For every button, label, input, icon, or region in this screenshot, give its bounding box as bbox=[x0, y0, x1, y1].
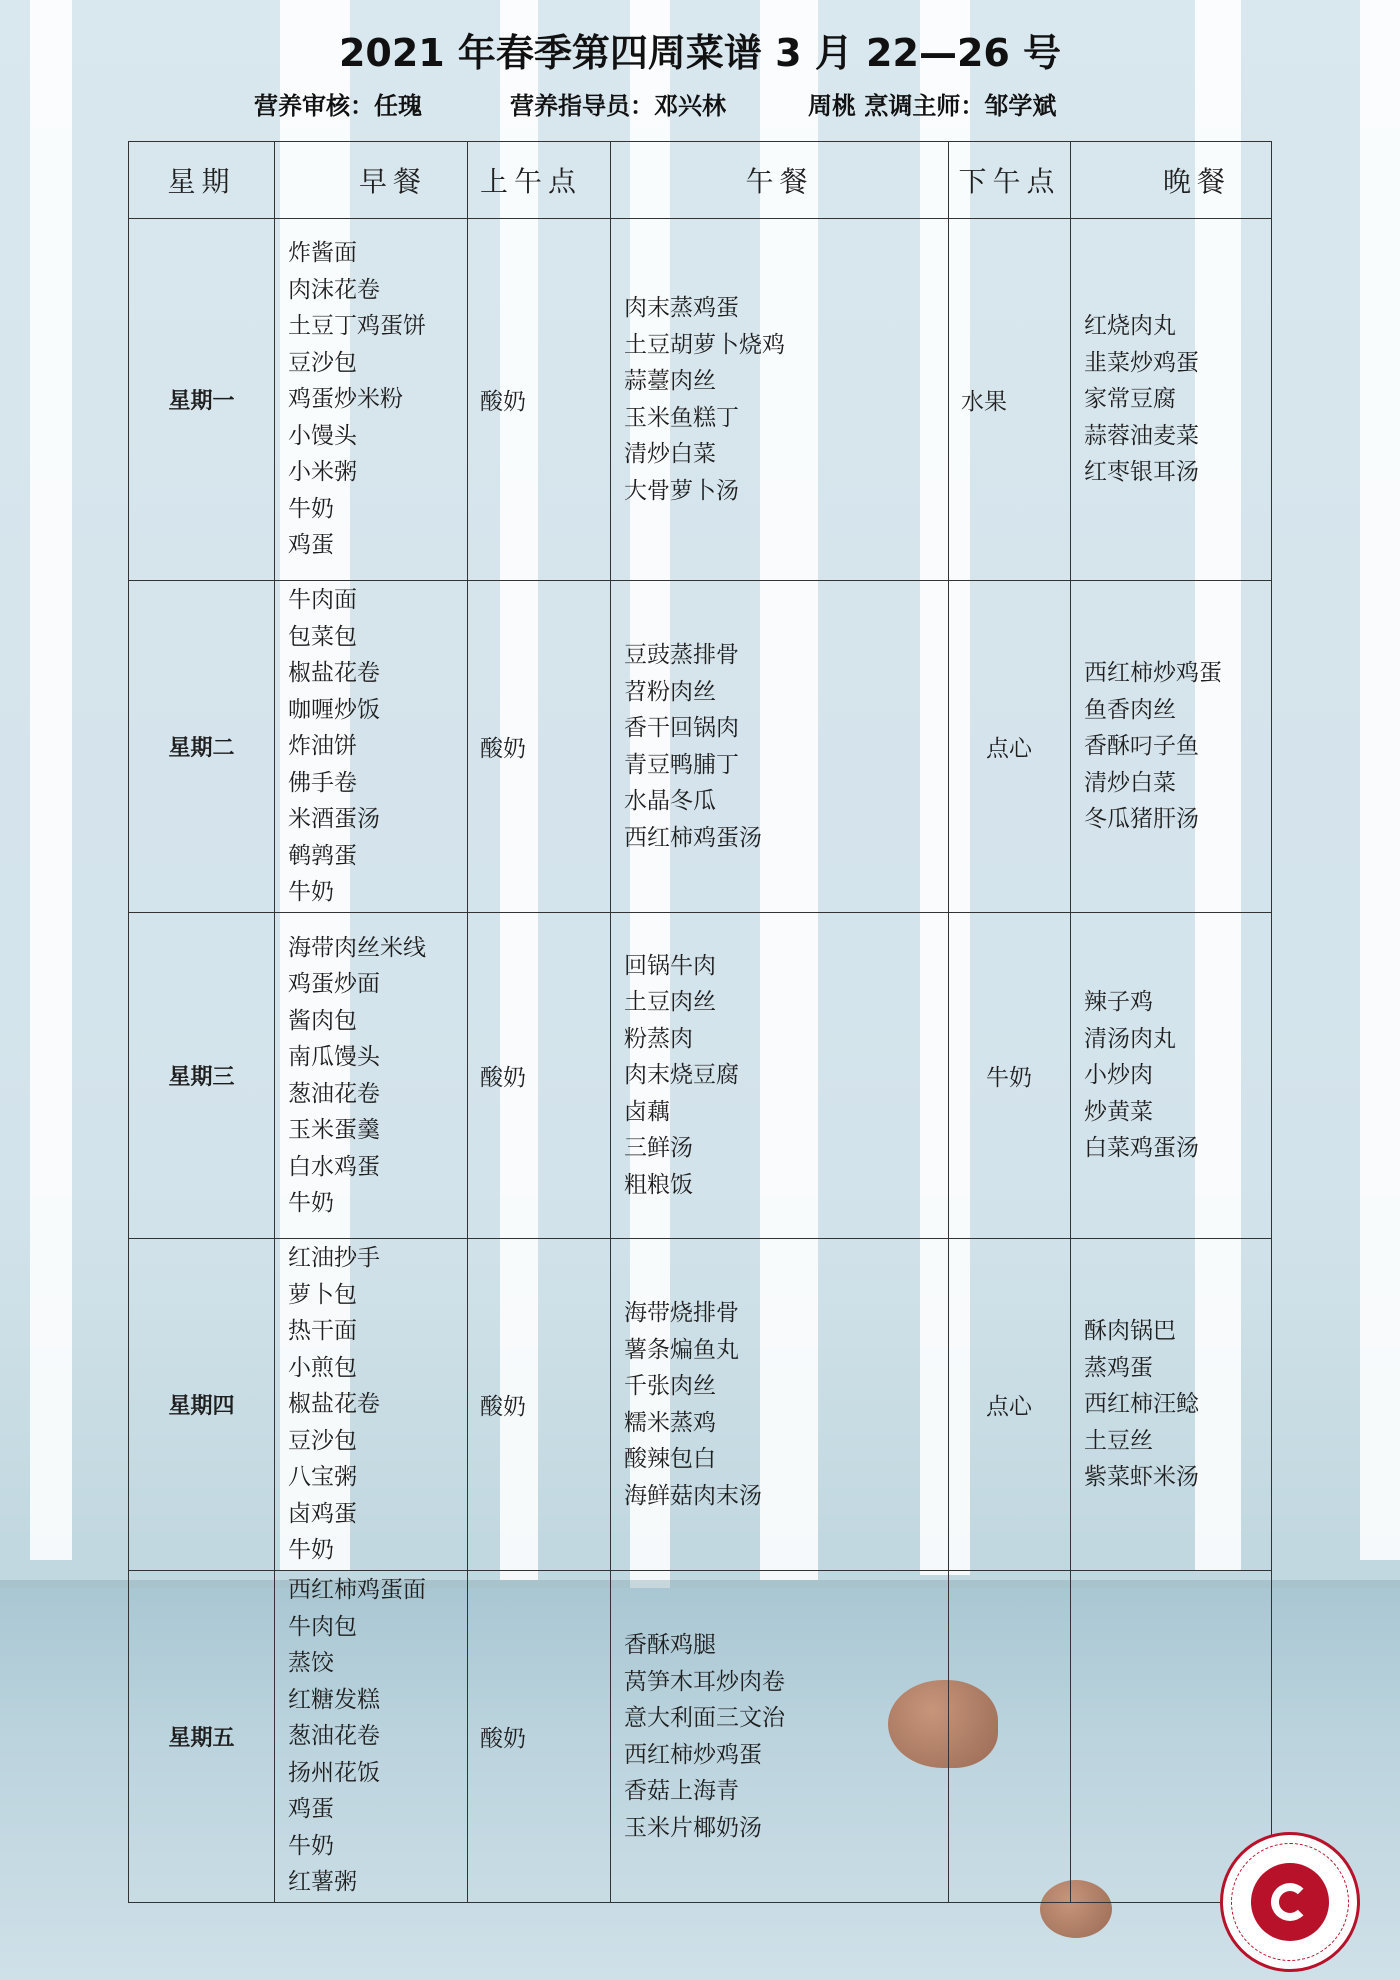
table-row bbox=[129, 219, 1272, 581]
dish-item: 紫菜虾米汤 bbox=[1084, 1464, 1199, 1491]
flame-icon bbox=[1271, 1883, 1309, 1921]
morning-snack-cell: 酸奶 bbox=[468, 913, 611, 1239]
dish-item: 蒜薹肉丝 bbox=[624, 368, 716, 394]
dish-item: 粗粮饭 bbox=[624, 1171, 693, 1198]
dish-item: 韭菜炒鸡蛋 bbox=[1084, 349, 1199, 376]
credit-review: 营养审核：任瑰 bbox=[254, 92, 422, 120]
day-cell: 星期三 bbox=[129, 913, 275, 1239]
credit-guide: 营养指导员：邓兴林 bbox=[510, 92, 726, 120]
dish-item: 豆沙包 bbox=[288, 349, 357, 376]
afternoon-snack-cell: 牛奶 bbox=[949, 913, 1071, 1239]
dish-item: 玉米蛋羹 bbox=[288, 1117, 380, 1143]
dish-item: 酱肉包 bbox=[288, 1007, 357, 1034]
dish-item: 清炒白菜 bbox=[624, 441, 716, 467]
morning-snack-cell: 酸奶 bbox=[468, 1571, 611, 1903]
dish-item: 西红柿炒鸡蛋 bbox=[624, 1741, 762, 1768]
dish-item: 千张肉丝 bbox=[624, 1373, 716, 1399]
afternoon-snack-cell bbox=[949, 1571, 1071, 1903]
morning-snack-cell: 酸奶 bbox=[468, 1239, 611, 1571]
dinner-cell bbox=[1071, 913, 1272, 1239]
dish-item: 玉米鱼糕丁 bbox=[624, 404, 739, 431]
dish-item: 佛手卷 bbox=[288, 769, 357, 796]
dish-item: 莴笋木耳炒肉卷 bbox=[624, 1668, 785, 1695]
afternoon-snack-cell: 点心 bbox=[949, 581, 1071, 913]
day-cell: 星期一 bbox=[129, 219, 275, 581]
dish-item: 肉末蒸鸡蛋 bbox=[624, 295, 739, 321]
table-row bbox=[129, 1571, 1272, 1903]
day-cell: 星期四 bbox=[129, 1239, 275, 1571]
dish-item: 蒜蓉油麦菜 bbox=[1084, 422, 1199, 449]
dish-item: 清炒白菜 bbox=[1084, 769, 1176, 796]
breakfast-cell bbox=[275, 1239, 468, 1571]
dish-item: 小炒肉 bbox=[1084, 1062, 1153, 1089]
dish-item: 家常豆腐 bbox=[1084, 386, 1176, 413]
school-logo bbox=[1220, 1832, 1360, 1972]
dish-item: 牛肉面 bbox=[288, 587, 357, 614]
dish-item: 豆豉蒸排骨 bbox=[624, 642, 739, 668]
dish-item: 辣子鸡 bbox=[1084, 989, 1153, 1016]
header-afternoon-snack: 下午点 bbox=[949, 142, 1071, 219]
breakfast-cell bbox=[275, 581, 468, 913]
dish-item: 酥肉锅巴 bbox=[1084, 1318, 1176, 1345]
dish-item: 牛奶 bbox=[288, 1832, 334, 1859]
dinner-cell bbox=[1071, 581, 1272, 913]
dish-item: 炸油饼 bbox=[288, 733, 357, 760]
dish-item: 西红柿鸡蛋面 bbox=[288, 1577, 426, 1604]
breakfast-cell bbox=[275, 219, 468, 581]
dish-item: 土豆胡萝卜烧鸡 bbox=[624, 331, 785, 358]
dish-item: 蒸饺 bbox=[288, 1650, 334, 1677]
dish-item: 西红柿鸡蛋汤 bbox=[624, 824, 762, 851]
dish-item: 海带肉丝米线 bbox=[288, 934, 426, 961]
dish-item: 肉沫花卷 bbox=[288, 276, 380, 303]
dish-item: 薯条煸鱼丸 bbox=[624, 1336, 739, 1363]
dish-item: 米酒蛋汤 bbox=[288, 806, 380, 833]
dish-item: 土豆丁鸡蛋饼 bbox=[288, 313, 426, 340]
dish-item: 红糖发糕 bbox=[288, 1686, 380, 1713]
weekly-menu-table bbox=[128, 141, 1272, 1903]
dish-item: 香干回锅肉 bbox=[624, 715, 739, 741]
dish-item: 牛奶 bbox=[288, 495, 334, 522]
dish-item: 香酥鸡腿 bbox=[624, 1632, 716, 1658]
morning-snack-cell: 酸奶 bbox=[468, 219, 611, 581]
dish-item: 卤藕 bbox=[624, 1098, 670, 1125]
dish-item: 海带烧排骨 bbox=[624, 1300, 739, 1326]
dish-item: 包菜包 bbox=[288, 623, 357, 650]
table-row bbox=[129, 581, 1272, 913]
dish-item: 粉蒸肉 bbox=[624, 1025, 693, 1052]
dish-item: 土豆丝 bbox=[1084, 1427, 1153, 1454]
dish-item: 苕粉肉丝 bbox=[624, 678, 716, 705]
dish-item: 南瓜馒头 bbox=[288, 1044, 380, 1070]
tree-trunk bbox=[30, 0, 72, 1560]
dish-item: 鹌鹑蛋 bbox=[288, 842, 357, 869]
dish-item: 糯米蒸鸡 bbox=[624, 1409, 716, 1436]
day-cell: 星期二 bbox=[129, 581, 275, 913]
lunch-cell bbox=[611, 1239, 949, 1571]
dish-item: 小煎包 bbox=[288, 1354, 357, 1381]
dish-item: 意大利面三文治 bbox=[624, 1705, 785, 1731]
dish-item: 三鲜汤 bbox=[624, 1135, 693, 1162]
dish-item: 蒸鸡蛋 bbox=[1084, 1354, 1153, 1381]
dish-item: 炸酱面 bbox=[288, 240, 357, 267]
dish-item: 大骨萝卜汤 bbox=[624, 477, 739, 504]
afternoon-snack-cell: 点心 bbox=[949, 1239, 1071, 1571]
dish-item: 牛奶 bbox=[288, 879, 334, 906]
dish-item: 葱油花卷 bbox=[288, 1080, 380, 1107]
page-title: 2021 年春季第四周菜谱 3 月 22—26 号 bbox=[338, 31, 1062, 75]
dish-item: 白水鸡蛋 bbox=[288, 1153, 380, 1180]
dish-item: 鸡蛋炒面 bbox=[288, 971, 380, 997]
table-row bbox=[129, 1239, 1272, 1571]
header-day: 星期 bbox=[129, 142, 275, 219]
dish-item: 小馒头 bbox=[288, 422, 357, 449]
dish-item: 白菜鸡蛋汤 bbox=[1084, 1135, 1199, 1162]
dish-item: 青豆鸭脯丁 bbox=[624, 751, 739, 778]
lunch-cell bbox=[611, 219, 949, 581]
dish-item: 酸辣包白 bbox=[624, 1446, 716, 1472]
dish-item: 小米粥 bbox=[288, 459, 357, 486]
dish-item: 红枣银耳汤 bbox=[1084, 459, 1199, 486]
dish-item: 牛肉包 bbox=[288, 1613, 357, 1640]
dish-item: 豆沙包 bbox=[288, 1427, 357, 1454]
breakfast-cell bbox=[275, 913, 468, 1239]
dish-item: 鸡蛋 bbox=[288, 1796, 334, 1823]
table-row bbox=[129, 913, 1272, 1239]
dish-item: 土豆肉丝 bbox=[624, 989, 716, 1016]
breakfast-cell bbox=[275, 1571, 468, 1903]
dish-item: 萝卜包 bbox=[288, 1281, 357, 1308]
dish-item: 扬州花饭 bbox=[288, 1759, 380, 1786]
dish-item: 红油抄手 bbox=[288, 1245, 380, 1272]
dish-item: 香酥叼子鱼 bbox=[1084, 733, 1199, 760]
credit-chef: 周桃 烹调主师：邹学斌 bbox=[808, 92, 1057, 120]
tree-trunk bbox=[1360, 0, 1400, 1560]
table-body bbox=[129, 219, 1272, 1903]
dish-item: 西红柿汪鲶 bbox=[1084, 1391, 1199, 1418]
dish-item: 椒盐花卷 bbox=[288, 1391, 380, 1418]
dish-item: 椒盐花卷 bbox=[288, 660, 380, 687]
lunch-cell bbox=[611, 913, 949, 1239]
dish-item: 香菇上海青 bbox=[624, 1778, 739, 1804]
dish-item: 红薯粥 bbox=[288, 1869, 357, 1896]
dish-item: 鸡蛋炒米粉 bbox=[288, 386, 403, 413]
afternoon-snack-cell: 水果 bbox=[949, 219, 1071, 581]
header-dinner: 晚餐 bbox=[1071, 142, 1272, 219]
lunch-cell bbox=[611, 1571, 949, 1903]
header-lunch: 午餐 bbox=[611, 142, 949, 219]
lunch-cell bbox=[611, 581, 949, 913]
dish-item: 热干面 bbox=[288, 1318, 357, 1345]
dish-item: 咖喱炒饭 bbox=[288, 696, 380, 723]
dish-item: 冬瓜猪肝汤 bbox=[1084, 806, 1199, 833]
day-cell: 星期五 bbox=[129, 1571, 275, 1903]
morning-snack-cell: 酸奶 bbox=[468, 581, 611, 913]
dish-item: 水晶冬瓜 bbox=[624, 788, 716, 814]
dish-item: 回锅牛肉 bbox=[624, 952, 716, 979]
dish-item: 牛奶 bbox=[288, 1190, 334, 1216]
dish-item: 清汤肉丸 bbox=[1084, 1025, 1176, 1052]
header-morning-snack: 上午点 bbox=[468, 142, 611, 219]
dish-item: 西红柿炒鸡蛋 bbox=[1084, 660, 1222, 687]
dish-item: 卤鸡蛋 bbox=[288, 1500, 357, 1527]
dish-item: 炒黄菜 bbox=[1084, 1098, 1153, 1125]
dish-item: 鱼香肉丝 bbox=[1084, 696, 1176, 723]
dish-item: 葱油花卷 bbox=[288, 1723, 380, 1750]
dish-item: 红烧肉丸 bbox=[1084, 313, 1176, 340]
table-header-row bbox=[129, 142, 1272, 219]
dish-item: 肉末烧豆腐 bbox=[624, 1062, 739, 1089]
dish-item: 海鲜菇肉末汤 bbox=[624, 1482, 762, 1509]
header-breakfast: 早餐 bbox=[275, 142, 468, 219]
dish-item: 牛奶 bbox=[288, 1537, 334, 1564]
dish-item: 玉米片椰奶汤 bbox=[624, 1814, 762, 1841]
dinner-cell bbox=[1071, 1239, 1272, 1571]
dinner-cell bbox=[1071, 219, 1272, 581]
dish-item: 八宝粥 bbox=[288, 1464, 357, 1491]
dish-item: 鸡蛋 bbox=[288, 532, 334, 559]
